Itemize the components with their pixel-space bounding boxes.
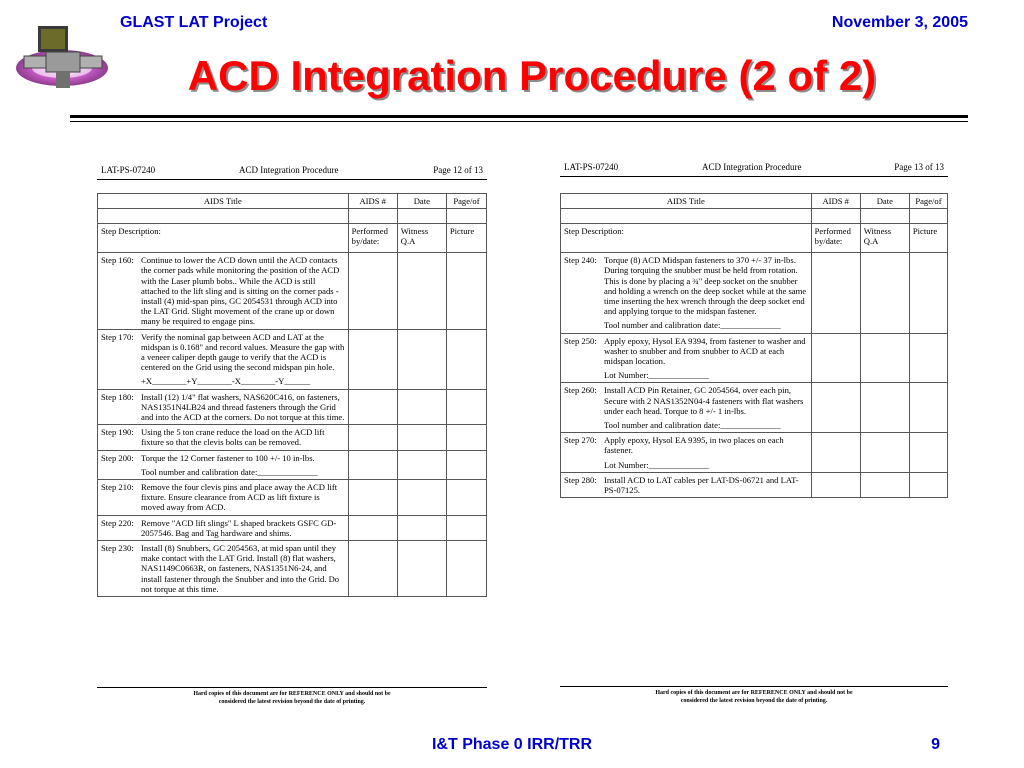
document-page-left (97, 163, 487, 708)
table-blank-row (98, 209, 487, 224)
step-text: Remove "ACD lift slings" L shaped brackets GSFC GD-2057546. Bag and Tag hardware and shims. (141, 517, 337, 538)
step-row (98, 389, 487, 425)
footer-event: I&T Phase 0 IRR/TRR (431, 736, 593, 753)
performed-cell[interactable] (811, 472, 860, 497)
picture-cell (909, 472, 947, 497)
picture-cell (446, 541, 486, 597)
witness-cell[interactable] (397, 253, 446, 329)
procedure-table (97, 193, 487, 597)
step-cell (98, 329, 349, 389)
steps-body (561, 253, 948, 498)
step-row (98, 253, 487, 329)
procedure-table (560, 193, 948, 498)
page-header (97, 163, 487, 180)
step-row (561, 333, 948, 383)
step-text-block (141, 518, 345, 538)
step-label: Step 200: (101, 452, 134, 463)
step-text-block (141, 332, 345, 387)
table-blank-row (561, 209, 948, 224)
step-text-block (141, 427, 345, 447)
witness-header: Witness Q.A (860, 224, 909, 253)
step-label: Step 260: (564, 385, 597, 396)
page-number: Page 12 of 13 (433, 165, 483, 175)
document-page-right (560, 160, 948, 705)
picture-cell (446, 480, 486, 516)
step-text-block (141, 543, 345, 594)
step-cell (98, 515, 349, 540)
performed-cell[interactable] (348, 425, 397, 450)
step-cell (561, 383, 812, 433)
page-footnote (97, 687, 487, 706)
step-cell (98, 450, 349, 479)
witness-cell[interactable] (397, 480, 446, 516)
col-aids-num: AIDS # (811, 194, 860, 209)
step-label: Step 250: (564, 335, 597, 346)
witness-cell[interactable] (397, 515, 446, 540)
performed-cell[interactable] (348, 515, 397, 540)
performed-cell[interactable] (348, 541, 397, 597)
step-cell (98, 389, 349, 425)
step-text: Install ACD Pin Retainer, GC 2054564, over each pin, Secure with 2 NAS1352N04-4 fasteners with flat washers under each head. Torque to 8 +/- 1 in-lbs. (604, 385, 804, 416)
col-page-of: Page/of (909, 194, 947, 209)
step-label: Step 180: (101, 391, 134, 402)
step-desc-header: Step Description: (561, 224, 812, 253)
table-subheader-row (561, 224, 948, 253)
slide-title: ACD Integration Procedure (2 of 2) (187, 52, 877, 99)
step-text: Install (8) Snubbers, GC 2054563, at mid span until they make contact with the LAT Grid. Install (8) flat washers, NAS1149C0663R, on fasteners, NAS1351N6-24, and install fastener through the Snubber and into the Grid. Do not torque at this time. (141, 543, 340, 594)
page-number: Page 13 of 13 (894, 162, 944, 172)
step-text-block (141, 453, 345, 477)
picture-cell (446, 450, 486, 479)
step-row (98, 329, 487, 389)
col-date: Date (860, 194, 909, 209)
step-text-block (604, 475, 808, 495)
table-header-row (98, 194, 487, 209)
picture-header: Picture (446, 224, 486, 253)
step-text: Apply epoxy, Hysol EA 9394, from fastener to washer and washer to snubber and from snubber to ACD at each midspan location. (604, 335, 806, 367)
performed-header: Performed by/date: (811, 224, 860, 253)
witness-cell[interactable] (397, 389, 446, 425)
table-subheader-row (98, 224, 487, 253)
witness-cell[interactable] (397, 425, 446, 450)
picture-cell (909, 253, 947, 333)
step-row (561, 472, 948, 497)
col-page-of: Page/of (446, 194, 486, 209)
step-text: Install (12) 1/4" flat washers, NAS620C416, on fasteners, NAS1351N4LB24 and thread fasteners through the Grid and into the ACD at the corners. Do not torque at this time. (141, 391, 345, 423)
witness-cell[interactable] (860, 253, 909, 333)
witness-cell[interactable] (860, 433, 909, 473)
picture-header: Picture (909, 224, 947, 253)
step-text-block (141, 392, 345, 423)
step-text: Verify the nominal gap between ACD and LAT at the midspan is 0.168" and record values. Measure the gap with a veneer caliper depth gauge to verify that the ACD is centered on the Grid using the second midspan pin hole. (141, 331, 345, 373)
performed-cell[interactable] (811, 383, 860, 433)
step-row (98, 541, 487, 597)
step-cell (561, 472, 812, 497)
col-aids-title: AIDS Title (561, 194, 812, 209)
page-footnote (560, 686, 948, 705)
performed-cell[interactable] (348, 389, 397, 425)
step-row (561, 253, 948, 333)
picture-cell (446, 329, 486, 389)
step-text: Using the 5 ton crane reduce the load on the ACD lift fixture so that the clevis bolts can be removed. (141, 427, 325, 448)
performed-cell[interactable] (348, 329, 397, 389)
step-label: Step 170: (101, 331, 134, 342)
doc-title: ACD Integration Procedure (702, 162, 802, 172)
step-desc-header: Step Description: (98, 224, 349, 253)
step-record-line[interactable]: Tool number and calibration date:______________ (604, 320, 781, 331)
footnote-line-1: Hard copies of this document are for REFERENCE ONLY and should not be (193, 691, 391, 697)
step-cell (98, 425, 349, 450)
witness-cell[interactable] (397, 329, 446, 389)
step-cell (561, 333, 812, 383)
project-name: GLAST LAT Project (120, 14, 268, 31)
col-date: Date (397, 194, 446, 209)
steps-body (98, 253, 487, 597)
step-text-block (141, 482, 345, 513)
performed-header: Performed by/date: (348, 224, 397, 253)
step-text-block (604, 255, 808, 330)
step-cell (98, 253, 349, 329)
step-row (561, 433, 948, 473)
footnote-line-2: considered the latest revision beyond the date of printing. (218, 699, 366, 705)
step-label: Step 230: (101, 543, 134, 554)
performed-cell[interactable] (348, 480, 397, 516)
performed-cell[interactable] (811, 433, 860, 473)
step-row (98, 425, 487, 450)
witness-header: Witness Q.A (397, 224, 446, 253)
step-text-block (604, 435, 808, 470)
step-cell (561, 433, 812, 473)
step-cell (98, 541, 349, 597)
footnote-line-1: Hard copies of this document are for REFERENCE ONLY and should not be (655, 690, 853, 696)
witness-cell[interactable] (860, 383, 909, 433)
picture-cell (909, 333, 947, 383)
witness-cell[interactable] (860, 472, 909, 497)
performed-cell[interactable] (348, 450, 397, 479)
table-header-row (561, 194, 948, 209)
step-text-block (604, 336, 808, 381)
col-aids-title: AIDS Title (98, 194, 349, 209)
step-record-line[interactable]: Lot Number:______________ (604, 459, 709, 470)
picture-cell (446, 389, 486, 425)
slide-number: 9 (931, 736, 940, 753)
step-cell (561, 253, 812, 333)
step-record-line[interactable]: +X________+Y________-X________-Y______ (141, 376, 311, 387)
step-row (98, 450, 487, 479)
step-text-block (604, 385, 808, 430)
step-text: Remove the four clevis pins and place away the ACD lift fixture. Ensure clearance from ACD as lift fixture is moved away from ACD. (141, 482, 338, 513)
step-label: Step 210: (101, 482, 134, 493)
step-row (98, 480, 487, 516)
step-text: Torque (8) ACD Midspan fasteners to 370 +/- 37 in-lbs. During torquing the snubber must be held from rotation. This is done by placing a ¾" deep socket on the snubber and holding a wrench on the deep socket while at the same time inserting the hex wrench through the deep socket end and applying torque to the midspan fastener. (604, 255, 807, 317)
step-label: Step 160: (101, 255, 134, 266)
slide-date: November 3, 2005 (831, 14, 968, 31)
witness-cell[interactable] (397, 450, 446, 479)
witness-cell[interactable] (397, 541, 446, 597)
picture-cell (909, 383, 947, 433)
performed-cell[interactable] (811, 253, 860, 333)
step-label: Step 190: (101, 427, 134, 438)
step-text: Install ACD to LAT cables per LAT-DS-06721 and LAT-PS-07125. (604, 474, 799, 496)
page-header (560, 160, 948, 177)
step-label: Step 280: (564, 474, 597, 485)
step-text: Apply epoxy, Hysol EA 9395, in two places on each fastener. (604, 435, 784, 456)
step-text-block (141, 255, 345, 326)
doc-id: LAT-PS-07240 (564, 162, 619, 172)
step-label: Step 220: (101, 517, 134, 528)
title-rule-thin (70, 121, 968, 122)
step-record-line[interactable]: Tool number and calibration date:______________ (604, 420, 781, 431)
step-label: Step 270: (564, 435, 597, 446)
step-label: Step 240: (564, 255, 597, 266)
picture-cell (446, 253, 486, 329)
col-aids-num: AIDS # (348, 194, 397, 209)
performed-cell[interactable] (348, 253, 397, 329)
performed-cell[interactable] (811, 333, 860, 383)
step-cell (98, 480, 349, 516)
doc-id: LAT-PS-07240 (101, 165, 156, 175)
picture-cell (446, 425, 486, 450)
step-text: Torque the 12 Corner fastener to 100 +/- 10 in-lbs. (141, 452, 315, 463)
step-record-line[interactable]: Tool number and calibration date:______________ (141, 466, 318, 477)
doc-title: ACD Integration Procedure (239, 165, 339, 175)
picture-cell (446, 515, 486, 540)
step-record-line[interactable]: Lot Number:______________ (604, 370, 709, 381)
step-row (98, 515, 487, 540)
picture-cell (909, 433, 947, 473)
footnote-line-2: considered the latest revision beyond the date of printing. (680, 698, 828, 704)
witness-cell[interactable] (860, 333, 909, 383)
step-text: Continue to lower the ACD down until the ACD contacts the corner pads while monitoring the position of the ACD with the Laser plumb bobs.. While the ACD is still attached to the lift sling and is sitting on the corner pads - install (4) mid-span pins, GC 2054531 through ACD into the LAT Grid. Slight movement of the crane up or down many be required to engage pins. (141, 255, 340, 327)
step-row (561, 383, 948, 433)
title-rule-thick (70, 115, 968, 118)
